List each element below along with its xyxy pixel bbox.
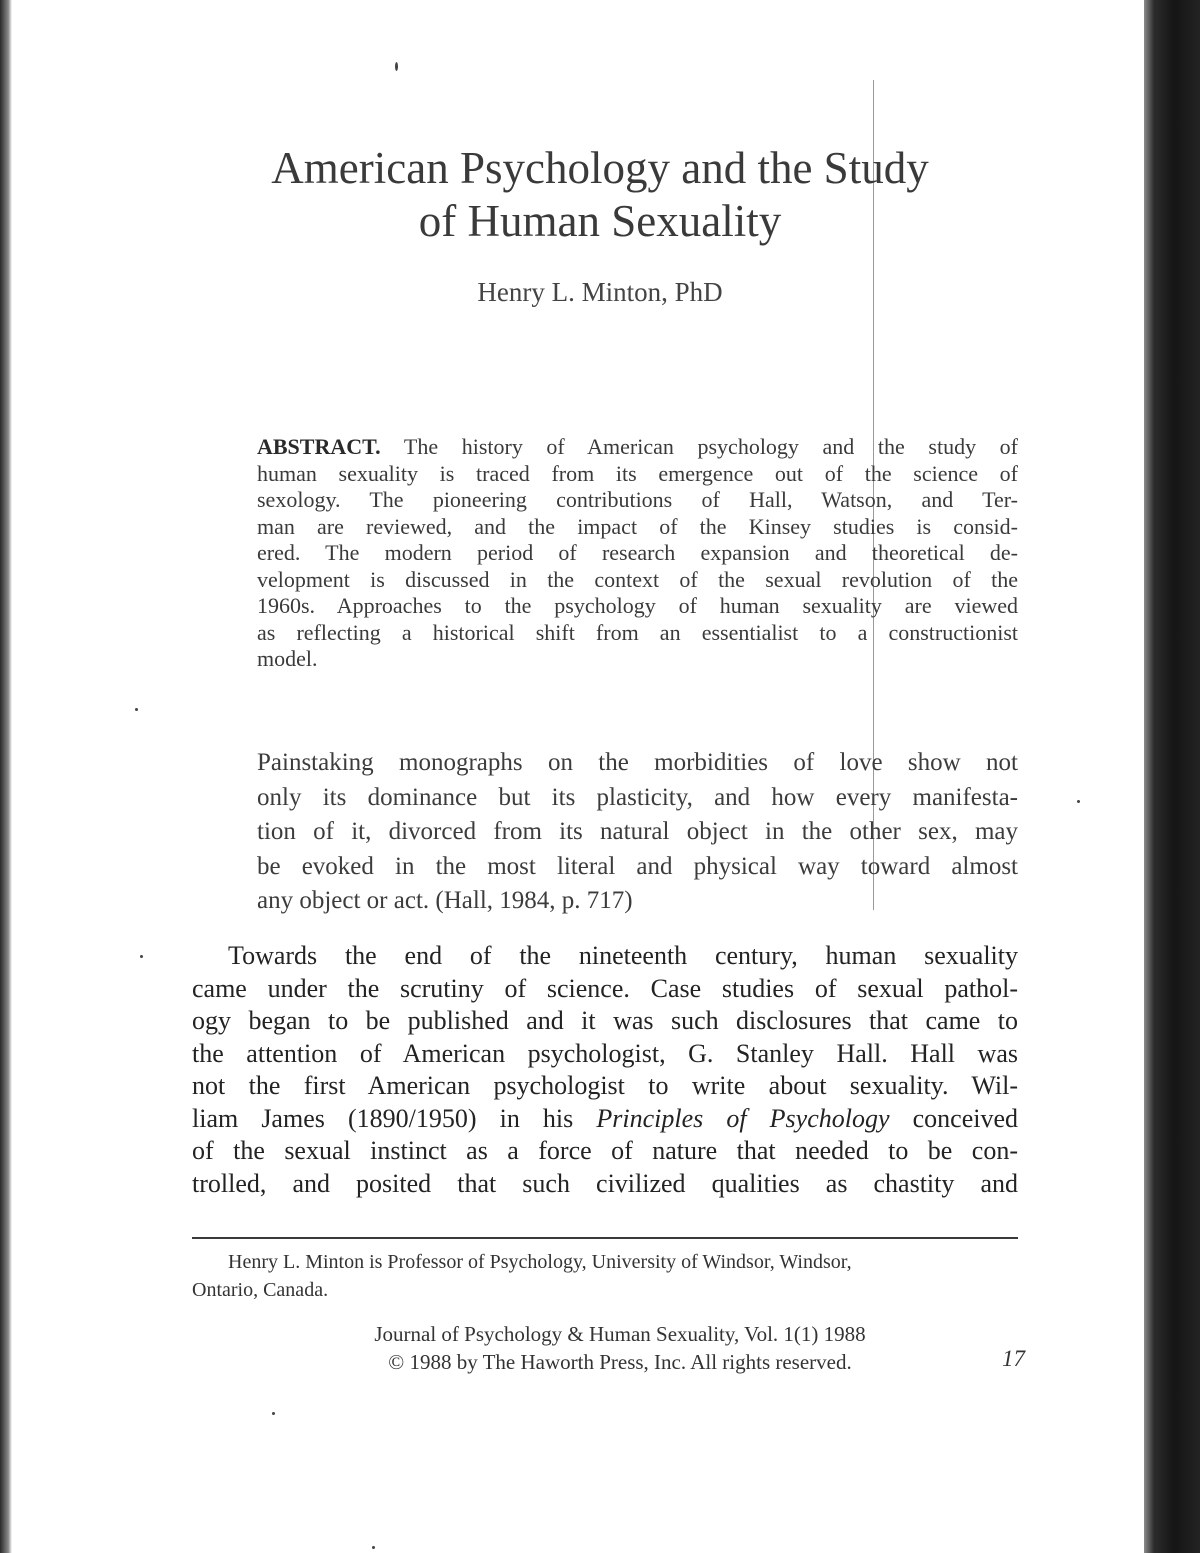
scan-speck [135,708,138,711]
body-line: came under the scrutiny of science. Case studies of sexual pathol- [192,973,1018,1003]
abstract-line: ered. The modern period of research expansion and theoretical de- [257,540,1018,565]
scan-speck [1077,800,1080,803]
body-line-text: liam James (1890/1950) in his [192,1103,597,1133]
book-title: Principles of Psychology [596,1103,890,1133]
abstract-line: as reflecting a historical shift from an essentialist to a constructionist [257,619,1018,645]
epigraph-line: only its dominance but its plasticity, and how every manifesta- [257,783,1018,811]
body-line: ogy began to be published and it was such disclosures that came to [192,1006,1018,1035]
body-line: Towards the end of the nineteenth century, human sexuality [228,941,1018,970]
abstract-line: 1960s. Approaches to the psychology of human sexuality are viewed [257,593,1018,618]
affiliation-line: Ontario, Canada. [192,1279,329,1301]
abstract-line: model. [257,646,318,671]
footnote-rule [192,1237,1018,1239]
copyright-line: © 1988 by The Haworth Press, Inc. All rights reserved. [388,1350,852,1374]
body-line-text: conceived [889,1103,1019,1133]
body-line: trolled, and posited that such civilized qualities as chastity and [192,1168,1018,1198]
epigraph-line: tion of it, divorced from its natural object in the other sex, may [257,818,1018,845]
scan-speck [140,955,143,958]
affiliation-line: Henry L. Minton is Professor of Psychology, University of Windsor, Windsor, [228,1251,852,1273]
body-line: of the sexual instinct as a force of nature that needed to be con- [192,1136,1018,1165]
abstract-line: human sexuality is traced from its emergence out of the science of [257,460,1018,486]
scan-right-edge [1144,0,1200,1553]
paper-title [200,142,1000,248]
scan-speck [395,62,398,71]
epigraph-line: be evoked in the most literal and physical way toward almost [257,852,1018,880]
scan-left-edge [0,0,12,1553]
scan-speck [272,1412,275,1415]
body-line: the attention of American psychologist, G. Stanley Hall. Hall was [192,1038,1018,1068]
journal-line: Journal of Psychology & Human Sexuality, Vol. 1(1) 1988 [374,1322,866,1346]
author-affiliation [192,1248,1018,1304]
journal-citation [290,1320,950,1376]
abstract-line: sexology. The pioneering contributions of Hall, Watson, and Ter- [257,487,1018,512]
epigraph-line: any object or act. (Hall, 1984, p. 717) [257,887,633,914]
page-number: 17 [1002,1346,1025,1371]
paper-title-line: of Human Sexuality [418,196,782,246]
abstract-line: man are reviewed, and the impact of the Kinsey studies is consid- [257,513,1018,539]
body-paragraph [192,940,1018,1200]
scan-speck [372,1546,375,1549]
abstract-line: velopment is discussed in the context of the sexual revolution of the [257,566,1018,592]
abstract-label: ABSTRACT. [257,434,381,459]
body-line [192,1103,1018,1136]
epigraph-quote [257,746,1018,919]
abstract-text: The history of American psychology and the study of [380,434,1018,459]
paper-title-line: American Psychology and the Study [271,143,929,193]
author-name: Henry L. Minton, PhD [477,277,723,307]
epigraph-line: Painstaking monographs on the morbidities of love show not [257,749,1018,776]
body-line: not the first American psychologist to write about sexuality. Wil- [192,1071,1018,1100]
abstract-line [257,434,1018,461]
abstract [257,434,1018,673]
